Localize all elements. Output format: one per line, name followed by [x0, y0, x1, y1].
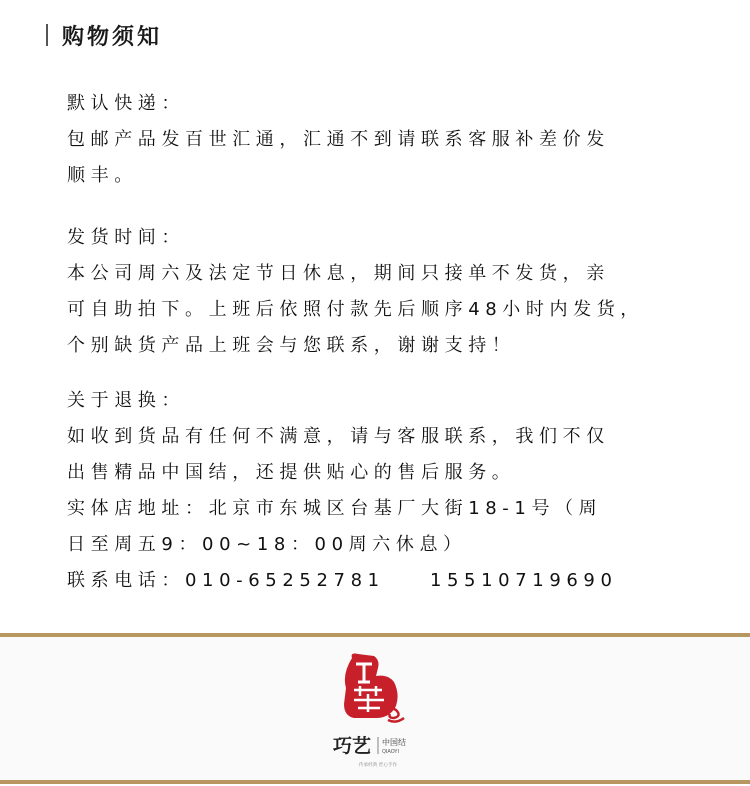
- brand-logo: [330, 648, 426, 772]
- store-address: 实体店地址：北京市东城区台基厂大街18-1号（周: [67, 498, 603, 519]
- gold-divider-bottom: [0, 780, 750, 784]
- logo-name-en: QIAOYI: [382, 749, 399, 755]
- logo-brand: 巧艺: [333, 735, 372, 757]
- header-accent-bar: [46, 24, 48, 46]
- page-title: 购物须知: [62, 23, 163, 50]
- section-line: 顺丰。: [67, 165, 138, 186]
- store-hours: 日至周五9：00~18：00周六休息）: [67, 534, 467, 555]
- section-line: 出售精品中国结，还提供贴心的售后服务。: [67, 462, 516, 483]
- logo-name-cn: 中国结: [382, 738, 406, 747]
- section-line: 本公司周六及法定节日休息，期间只接单不发货，亲: [67, 263, 610, 284]
- section-heading: 关于退换：: [67, 390, 185, 411]
- section-line: 可自助拍下。上班后依照付款先后顺序48小时内发货，: [67, 299, 644, 320]
- section-shipping: [67, 86, 747, 194]
- section-line: 个别缺货产品上班会与您联系，谢谢支持！: [67, 335, 516, 356]
- section-heading: 默认快递：: [67, 93, 185, 114]
- section-heading: 发货时间：: [67, 227, 185, 248]
- page-header: [46, 20, 162, 50]
- section-delivery-time: [67, 220, 747, 364]
- section-returns: [67, 383, 747, 599]
- logo-tagline: 传承经典 匠心手作: [358, 763, 398, 768]
- contact-phone: 联系电话：010-65252781 15510719690: [67, 570, 618, 591]
- section-line: 如收到货品有任何不满意，请与客服联系，我们不仅: [67, 426, 610, 447]
- section-line: 包邮产品发百世汇通，汇通不到请联系客服补差价发: [67, 129, 610, 150]
- seal-icon: [344, 654, 404, 722]
